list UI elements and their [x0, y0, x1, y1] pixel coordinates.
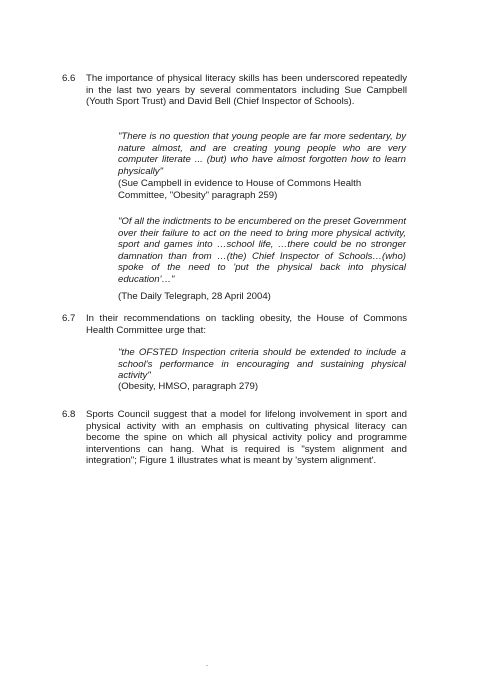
quote-telegraph: "Of all the indictments to be encumbered on the preset Government over their failure to act on the need to bring more physical activity, sport and games into …school life, …there could be no stronger damnation than from …(the) Chief Inspector of Schools…(who) spoke of the need to 'put the physical back into physical education'…"	[118, 216, 406, 285]
section-text: In their recommendations on tackling obesity, the House of Commons Health Committee urge that:	[86, 313, 407, 336]
section-number: 6.8	[62, 409, 76, 420]
quote-campbell: "There is no question that young people are far more sedentary, by nature almost, and are creating young people who are very computer literate ... (but) who have almost forgotten how to learn physically"	[118, 131, 406, 177]
quote-ofsted: "the OFSTED Inspection criteria should be extended to include a school's performance in encouraging and sustaining physical activity"	[118, 347, 406, 382]
scan-speck	[206, 665, 208, 666]
section-number: 6.7	[62, 313, 76, 324]
quote-source: (The Daily Telegraph, 28 April 2004)	[118, 291, 271, 302]
section-text: Sports Council suggest that a model for lifelong involvement in sport and physical activity with an emphasis on cultivating physical literacy can become the spine on which all physical activity policy and programme interventions can hang. What is required is "system alignment and integration"; Figure 1 illustrates what is meant by 'system alignment'.	[86, 409, 407, 467]
section-number: 6.6	[62, 73, 76, 84]
quote-source: (Obesity, HMSO, paragraph 279)	[118, 381, 259, 392]
quote-source: (Sue Campbell in evidence to House of Commons Health Committee, "Obesity" paragraph 259)	[118, 178, 362, 201]
section-text: The importance of physical literacy skills has been underscored repeatedly in the last two years by several commentators including Sue Campbell (Youth Sport Trust) and David Bell (Chief Inspector of Schools).	[86, 73, 407, 108]
